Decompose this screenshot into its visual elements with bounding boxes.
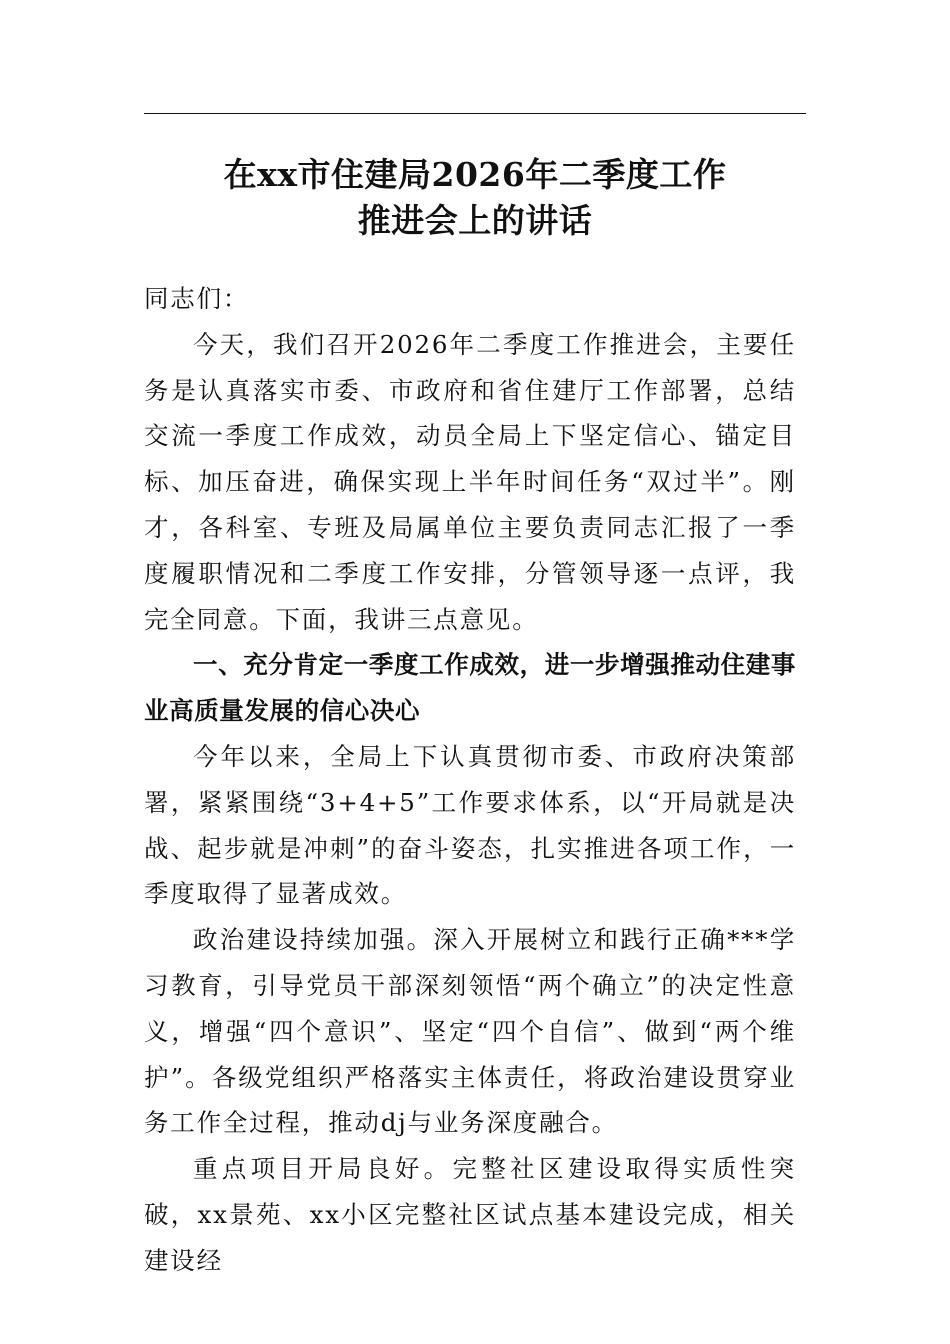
document-body: [144, 276, 796, 1284]
title-line-2: 推进会上的讲话: [357, 201, 593, 240]
paragraph-political-building: 政治建设持续加强。深入开展树立和践行正确***学习教育，引导党员干部深刻领悟“两个确立”的决定性意义，增强“四个意识”、坚定“四个自信”、做到“两个维护”。各级党组织严格落实主体责任，将政治建设贯穿业务工作全过程，推动dj与业务深度融合。: [144, 925, 796, 1138]
paragraph-key-projects: 重点项目开局良好。完整社区建设取得实质性突破，xx景苑、xx小区完整社区试点基本建设完成，相关建设经: [144, 1154, 796, 1275]
paragraph-overview: 今年以来，全局上下认真贯彻市委、市政府决策部署，紧紧围绕“3+4+5”工作要求体系，以“开局就是决战、起步就是冲刺”的奋斗姿态，扎实推进各项工作，一季度取得了显著成效。: [144, 741, 796, 909]
section-heading-1: 一、充分肯定一季度工作成效，进一步增强推动住建事业高质量发展的信心决心: [144, 650, 796, 726]
title-line-1: 在xx市住建局2026年二季度工作: [223, 155, 727, 194]
header-rule: [144, 113, 806, 114]
salutation: 同志们：: [144, 284, 250, 313]
paragraph-intro: 今天，我们召开2026年二季度工作推进会，主要任务是认真落实市委、市政府和省住建厅工作部署，总结交流一季度工作成效，动员全局上下坚定信心、锚定目标、加压奋进，确保实现上半年时间任务“双过半”。刚才，各科室、专班及局属单位主要负责同志汇报了一季度履职情况和二季度工作安排，分管领导逐一点评，我完全同意。下面，我讲三点意见。: [144, 329, 796, 634]
document-title: [144, 152, 806, 244]
